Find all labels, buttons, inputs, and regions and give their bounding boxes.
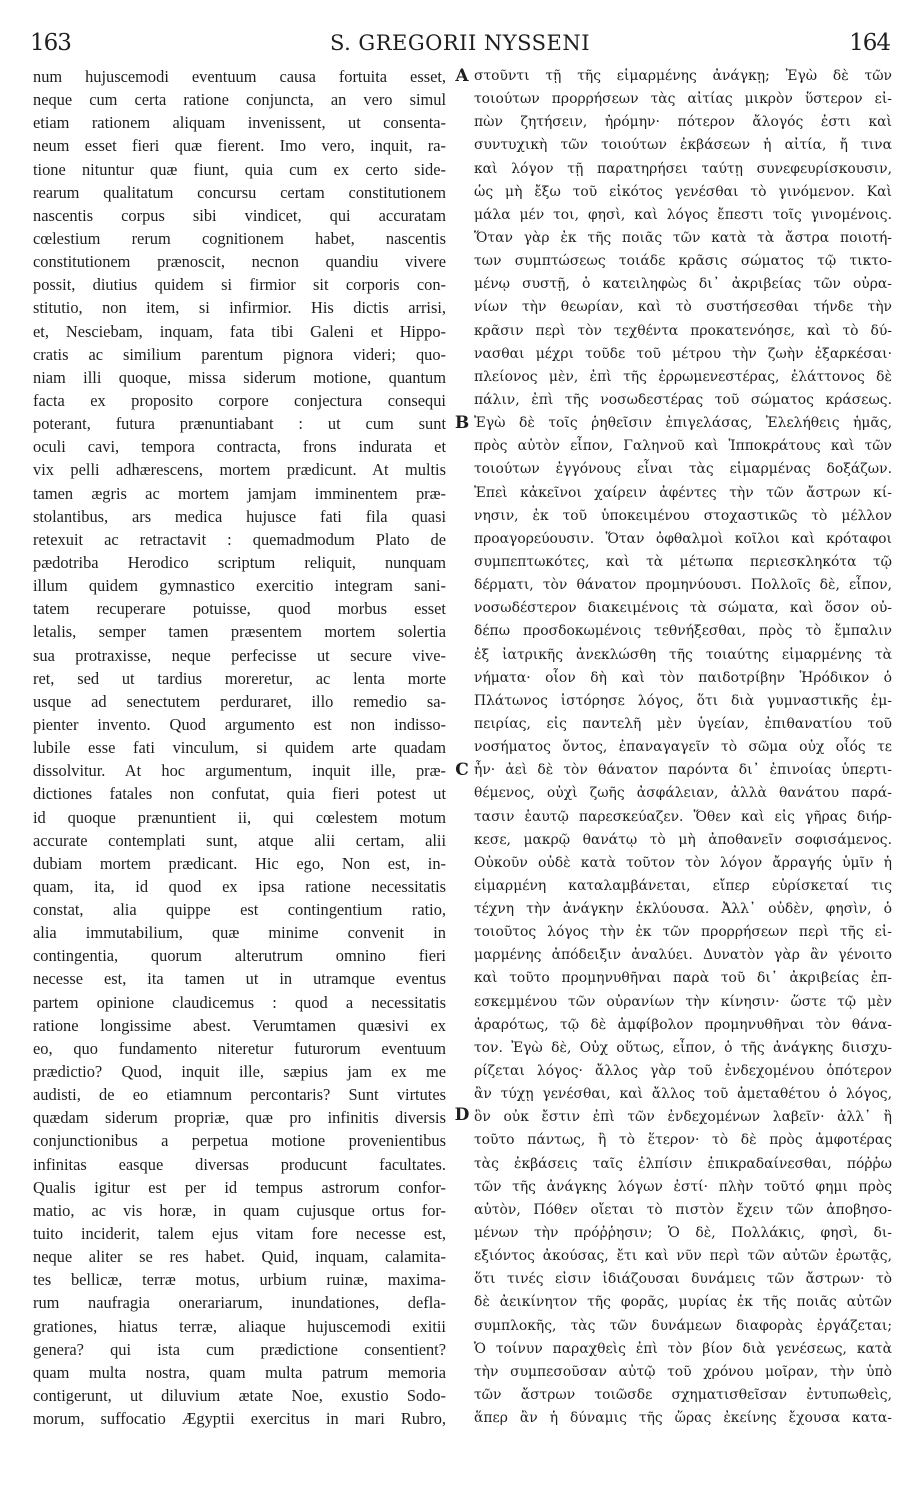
latin-text-line: contingentia, quorum alterutrum omnino fieri xyxy=(33,946,446,966)
greek-text-line: στοῦντι τῇ τῆς εἱμαρμένης ἀνάγκῃ; Ἐγὼ δὲ τῶν xyxy=(474,68,892,84)
greek-text-line: τὴν συμπεσοῦσαν αὐτῷ τοῦ χρόνου μοῖραν, τὴν ὑπὸ xyxy=(474,1363,892,1380)
greek-text-line: εξιόντος ἀκούσας, ἔτι καὶ νῦν περὶ τῶν αὐτῶν ἐρωτᾷς, xyxy=(474,1248,892,1265)
section-marker-b: B xyxy=(454,413,470,433)
latin-text-line: sua protraxisse, neque perfecisse ut secure vive- xyxy=(33,645,446,665)
latin-text-line: possit, diutius quidem si firmior sit corporis con- xyxy=(33,275,446,295)
latin-text-line: quædam siderum propriæ, quæ pro infinitis diversis xyxy=(33,1108,446,1128)
greek-text-line: μάλα μέν τοι, φησὶ, καὶ λόγος ἔπεστι τοῖς γινομένοις. xyxy=(474,206,892,223)
greek-text-line: ἅπερ ἂν ἡ δύναμις τῆς ὥρας ἐκείνης ἔχουσα κατα- xyxy=(474,1410,892,1427)
greek-text-line: ἂν τύχῃ γενέσθαι, καὶ ἄλλος τοῦ ἀμεταθέτου ὁ λόγος, xyxy=(474,1086,892,1103)
greek-text-line: Πλάτωνος ἱστόρησε λόγος, ὅτι διὰ γυμναστικῆς ἐμ- xyxy=(474,692,892,709)
greek-text-line: τοιοῦτος λόγος τὴν ἐκ τῶν προρρήσεων περὶ τῆς εἱ- xyxy=(474,924,892,941)
latin-text-line: quam multa nostra, quam multa patrum memoria xyxy=(33,1362,446,1382)
greek-text-line: ὃν οὐκ ἔστιν ἐπὶ τῶν ἐνδεχομένων λαβεῖν· ἀλλ᾽ ἢ xyxy=(474,1109,892,1126)
greek-text-line: τασιν ἑαυτῷ παρεσκεύαζεν. Ὅθεν καὶ εἰς γῆρας διήρ- xyxy=(474,808,892,825)
latin-text-line: rearum qualitatum concursu certam constitutionem xyxy=(33,182,446,202)
latin-text-line: oculi cavi, tempora contracta, frons indurata et xyxy=(33,437,446,457)
latin-text-line: morum, suffocatio Ægyptii exercitus in mari Rubro, xyxy=(33,1409,446,1429)
greek-text-line: τοῦτο πάντως, ἢ τὸ ἕτερον· τὸ δὲ πρὸς ἀμφοτέρας xyxy=(474,1132,892,1149)
latin-text-line: ret, sed ut tardius moreretur, ac lenta morte xyxy=(33,668,446,688)
greek-text-line: μένων τὴν πρόῤῥησιν; Ὁ δὲ, Πολλάκις, φησὶ, δι- xyxy=(474,1225,892,1242)
greek-text-line: Ὅταν γὰρ ἐκ τῆς ποιᾶς τῶν κατὰ τὰ ἄστρα ποιοτή- xyxy=(474,229,892,246)
latin-column xyxy=(33,65,446,1430)
latin-text-line: tione nituntur quæ fiunt, quia cum ex certo side- xyxy=(33,159,446,179)
greek-text-line: καὶ λόγον τῇ παρατηρήσει ταύτῃ συνεφευρίσκουσιν, xyxy=(474,160,892,177)
greek-text-line: Οὐκοῦν οὐδὲ κατὰ τοῦτον τὸν λόγον ἄρραγής ὑμῖν ἡ xyxy=(474,854,892,871)
latin-text-line: illum quidem gymnastico exercitio integram sani- xyxy=(33,576,446,596)
greek-text-line: πρὸς αὐτὸν εἶπον, Γαληνοῦ καὶ Ἱπποκράτους καὶ τῶν xyxy=(474,438,892,455)
greek-text-line: τῶν ἄστρων τοιῶσδε σχηματισθεῖσαν ἐντυπωθεὶς, xyxy=(474,1387,892,1404)
greek-text-line: νίων τὴν θεωρίαν, καὶ τὸ συστήσεσθαι τήνδε τὴν xyxy=(474,299,892,316)
latin-text-line: stitutio, non item, si infirmior. His dictis arrisi, xyxy=(33,298,446,318)
latin-text-line: grationes, hiatus terræ, aliaque hujuscemodi exitii xyxy=(33,1316,446,1336)
greek-text-line: ἀραρότως, τῷ δὲ ἀμφίβολον προμηνυθῆναι τὸν θάνα- xyxy=(474,1016,892,1033)
latin-text-line: constat, alia quippe est contingentium ratio, xyxy=(33,900,446,920)
greek-text-line: Ὁ τοίνυν παραχθεὶς ἐπὶ τὸν βίον διὰ γενέσεως, κατὰ xyxy=(474,1340,892,1357)
latin-text-line: pienter invento. Quod argumento est non indisso- xyxy=(33,714,446,734)
greek-column xyxy=(474,65,892,1430)
latin-text-line: et, Nesciebam, inquam, fata tibi Galeni et Hippo- xyxy=(33,321,446,341)
latin-text-line: dissolvitur. At hoc argumentum, inquit ille, præ- xyxy=(33,761,446,781)
latin-text-line: pædotriba Herodico scriptum reliquit, nunquam xyxy=(33,552,446,572)
page-number-right: 164 xyxy=(849,30,890,56)
greek-text-line: δὲ ἀεικίνητον τῆς φορᾶς, μυρίας ἐκ τῆς ποιᾶς αὐτῶν xyxy=(474,1294,892,1311)
greek-text-line: τον. Ἐγὼ δὲ, Οὐχ οὕτως, εἶπον, ὁ τῆς ἀνάγκης διισχυ- xyxy=(474,1039,892,1056)
greek-text-line: θέμενος, οὐχὶ ζωῆς ἀσφάλειαν, ἀλλὰ θανάτου παρά- xyxy=(474,785,892,802)
section-marker-c: C xyxy=(455,760,469,780)
latin-text-line: stolantibus, ars medica hujusce fati fila quasi xyxy=(33,506,446,526)
greek-text-line: αὐτὸν, Πόθεν οἴεται τὸ πιστὸν ἔχειν τῶν ἀποβησο- xyxy=(474,1201,892,1218)
greek-text-line: ὅτι τινές εἰσιν ἰδιάζουσαι δυνάμεις τῶν ἄστρων· τὸ xyxy=(474,1271,892,1288)
greek-text-line: τῶν τῆς ἀνάγκης λόγων ἐστί· πλὴν τοῦτό φημι πρὸς xyxy=(474,1178,892,1195)
greek-text-line: καὶ τοῦτο προμηνυθῆναι παρὰ τοῦ δι᾽ ἀκριβείας ἐπ- xyxy=(474,970,892,987)
greek-text-line: ὡς μὴ ἔξω τοῦ εἰκότος γενέσθαι τὸ γινόμενον. Καὶ xyxy=(474,183,892,200)
section-marker-a: A xyxy=(455,66,469,86)
latin-text-line: partem opinione claudicemus : quod a necessitatis xyxy=(33,992,446,1012)
latin-text-line: niam illi quoque, missa siderum motione, quantum xyxy=(33,367,446,387)
latin-text-line: alia immutabilium, quæ minime convenit in xyxy=(33,923,446,943)
latin-text-line: prædictio? Quod, inquit ille, sæpius jam ex me xyxy=(33,1062,446,1082)
latin-text-line: tuito inciderit, talem ejus vitam fore necesse est, xyxy=(33,1224,446,1244)
latin-text-line: poterant, futura prænuntiabant : ut cum sunt xyxy=(33,414,446,434)
latin-text-line: quam, ita, id quod ex ipsa ratione necessitatis xyxy=(33,876,446,896)
latin-text-line: eo, quo fundamento niteretur futurorum eventuum xyxy=(33,1038,446,1058)
latin-text-line: tatem recuperare potuisse, quod morbus esset xyxy=(33,599,446,619)
greek-text-line: τοιούτων ἐγγόνους εἶναι τὰς εἱμαρμένας δοξάζων. xyxy=(474,461,892,478)
latin-text-line: usque ad senectutem perduraret, illo remedio sa- xyxy=(33,691,446,711)
latin-text-line: vix pelli adhærescens, mortem prædicunt. At multis xyxy=(33,460,446,480)
greek-text-line: ἦν· ἀεὶ δὲ τὸν θάνατον παρόντα δι᾽ ἐπινοίας ὑπερτι- xyxy=(474,762,892,779)
latin-text-line: etiam rationem aliquam invenissent, ut consenta- xyxy=(33,113,446,133)
latin-text-line: constitutionem prænoscit, necnon quandiu vivere xyxy=(33,252,446,272)
latin-text-line: id quoque prænuntient ii, qui cœlestem motum xyxy=(33,807,446,827)
greek-text-line: πλείονος μὲν, ἐπὶ τῆς ἐρρωμενεστέρας, ἐλάττονος δὲ xyxy=(474,368,892,385)
page-number-left: 163 xyxy=(30,30,71,56)
section-marker-d: D xyxy=(454,1105,470,1125)
greek-text-line: πάλιν, ἐπὶ τῆς νοσωδεστέρας τοῦ σώματος κράσεως. xyxy=(474,391,892,408)
latin-text-line: genera? qui ista cum prædictione consentient? xyxy=(33,1339,446,1359)
greek-text-line: συμπεπτωκότες, καὶ τὰ μέτωπα περιεσκληκότα τῷ xyxy=(474,553,892,570)
latin-text-line: necesse est, ita tamen ut in utramque eventus xyxy=(33,969,446,989)
greek-text-line: συντυχικὴ τῶν τοιούτων ἐκβάσεων ἡ αἰτία, ἤ τινα xyxy=(474,137,892,154)
latin-text-line: letalis, semper tamen præsentem mortem solertia xyxy=(33,622,446,642)
latin-text-line: lubile esse fati vinculum, si quidem arte quadam xyxy=(33,738,446,758)
greek-text-line: ρίζεται λόγος· ἄλλος γὰρ τοῦ ἐνδεχομένου ὁπότερον xyxy=(474,1063,892,1080)
latin-text-line: facta ex proposito corpore conjectura consequi xyxy=(33,390,446,410)
latin-text-line: conjunctionibus a perpetua motione provenientibus xyxy=(33,1131,446,1151)
greek-text-line: πειρίας, εἰς παντελῆ μὲν ὑγείαν, ἐπιθανατίου τοῦ xyxy=(474,715,892,732)
latin-text-line: contigerunt, ut diluvium ætate Noe, exustio Sodo- xyxy=(33,1386,446,1406)
latin-text-line: cratis ac similium parentum pignora videri; quo- xyxy=(33,344,446,364)
latin-text-line: Qualis igitur est per id tempus astrorum confor- xyxy=(33,1177,446,1197)
latin-text-line: cœlestium rerum cognitionem habet, nascentis xyxy=(33,228,446,248)
greek-text-line: νήματα· οἷον δὴ καὶ τὸν παιδοτρίβην Ἡρόδικον ὁ xyxy=(474,669,892,686)
greek-text-line: εἱμαρμένη καταλαμβάνεται, εἴπερ εὑρίσκεταί τις xyxy=(474,877,892,894)
greek-text-line: τοιούτων προρρήσεων τὰς αἰτίας μικρὸν ὕστερον εἰ- xyxy=(474,91,892,108)
greek-text-line: κρᾶσιν περὶ τὸν τεχθέντα προκατενόησε, καὶ τὸ δύ- xyxy=(474,322,892,339)
latin-text-line: tamen ægris ac mortem jamjam imminentem præ- xyxy=(33,483,446,503)
latin-text-line: accurate contemplati sunt, atque alii certam, alii xyxy=(33,830,446,850)
latin-text-line: tes bellicæ, terræ motus, urbium ruinæ, maxima- xyxy=(33,1270,446,1290)
greek-text-line: προαγορεύουσιν. Ὅταν ὀφθαλμοὶ κοῖλοι καὶ κρόταφοι xyxy=(474,530,892,547)
greek-text-line: συμπλοκῆς, τὰς τῶν δυνάμεων διαφορὰς ἐργάζεται; xyxy=(474,1317,892,1334)
latin-text-line: retexuit ac retractavit : quemadmodum Plato de xyxy=(33,529,446,549)
greek-text-line: πὼν ζητήσειν, ἠρόμην· πότερον ἄλογός ἐστι καὶ xyxy=(474,114,892,131)
latin-text-line: ratione longissime abest. Verumtamen quæsivi ex xyxy=(33,1015,446,1035)
latin-text-line: nascentis corpus sibi vindicet, qui accuratam xyxy=(33,205,446,225)
greek-text-line: των συμπτώσεως τοιάδε κρᾶσις σώματος τῷ τικτο- xyxy=(474,253,892,270)
latin-text-line: audisti, de eo etiamnum percontaris? Sunt virtutes xyxy=(33,1085,446,1105)
latin-text-line: dubiam mortem prædicant. Hic ego, Non est, in- xyxy=(33,853,446,873)
running-header xyxy=(30,30,890,60)
latin-text-line: neum esset fieri quæ fierent. Imo vero, inquit, ra- xyxy=(33,136,446,156)
latin-text-line: num hujuscemodi eventuum causa fortuita esset, xyxy=(33,67,446,86)
greek-text-line: νησιν, ἐκ τοῦ ὑποκειμένου στοχαστικῶς τὸ μέλλον xyxy=(474,507,892,524)
greek-text-line: Ἐπεὶ κἀκεῖνοι χαίρειν ἀφέντες τὴν τῶν ἄστρων κί- xyxy=(474,484,892,501)
greek-text-line: νοσήματος ὄντος, ἐπαναγαγεῖν τὸ σῶμα οὐχ οἷός τε xyxy=(474,739,892,756)
greek-text-line: Ἐγὼ δὲ τοῖς ῥηθεῖσιν ἐπιγελάσας, Ἐλελήθεις ἡμᾶς, xyxy=(474,415,892,432)
greek-text-line: κεσε, μακρῷ θανάτῳ τὸ μὴ ἀποθανεῖν σοφισάμενος. xyxy=(474,831,892,848)
latin-text-line: matio, ac vis horæ, in quam cujusque ortus for- xyxy=(33,1200,446,1220)
latin-text-line: dictiones fatales non confutat, quia fieri potest ut xyxy=(33,784,446,804)
latin-text-line: infinitas easque diversas producunt facultates. xyxy=(33,1154,446,1174)
greek-text-line: τὰς ἐκβάσεις ταῖς ἐλπίσιν ἐπικραδαίνεσθαι, πόῤῥω xyxy=(474,1155,892,1172)
latin-text-line: rum naufragia onerariarum, inundationes, defla- xyxy=(33,1293,446,1313)
latin-text-line: neque cum certa ratione conjuncta, an vero simul xyxy=(33,90,446,110)
page-title: S. GREGORII NYSSENI xyxy=(329,31,591,55)
greek-text-line: δέρματι, τὸν θάνατον προμηνύουσι. Πολλοῖς δὲ, εἶπον, xyxy=(474,577,892,594)
greek-text-line: τέχνη τὴν ἀνάγκην ἐκλύουσα. Ἀλλ᾽ οὐδὲν, φησὶν, ὁ xyxy=(474,901,892,918)
greek-text-line: μένῳ συστῇ, ὁ κατειληφὼς δι᾽ ἀκριβείας τῶν οὐρα- xyxy=(474,276,892,293)
greek-text-line: νοσωδέστερον διακειμένοις τὰ σώματα, καὶ ὅσον οὐ- xyxy=(474,600,892,617)
greek-text-line: ἐξ ἰατρικῆς ἀνεκλώσθη τῆς τοιαύτης εἱμαρμένης τὰ xyxy=(474,646,892,663)
greek-text-line: μαρμένης ἀπόδειξιν ἀναλύει. Δυνατὸν γὰρ ἂν γένοιτο xyxy=(474,947,892,964)
latin-text-line: neque aliter se res habet. Quid, inquam, calamita- xyxy=(33,1247,446,1267)
greek-text-line: νασθαι μέχρι τοῦδε τοῦ μέτρου τὴν ζωὴν ἐξαρκέσαι· xyxy=(474,345,892,362)
greek-text-line: δέπω προσδοκωμένοις τεθνήξεσθαι, πρὸς τὸ ἔμπαλιν xyxy=(474,623,892,640)
greek-text-line: εσκεμμένου τῶν οὐρανίων τὴν κίνησιν· ὥστε τῷ μὲν xyxy=(474,993,892,1010)
